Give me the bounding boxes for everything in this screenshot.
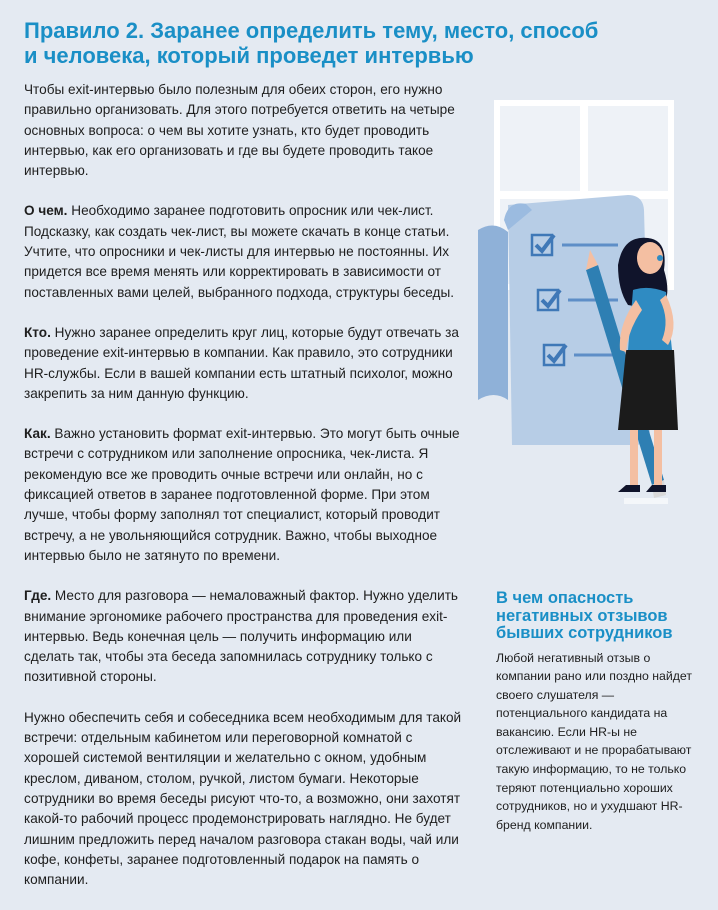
- title-line-1: Правило 2. Заранее определить тему, место, способ: [24, 18, 599, 43]
- who-label: Кто.: [24, 324, 51, 340]
- sidebar-text: Любой негативный отзыв о компании рано или поздно найдет своего слушателя — потенциального кандидата на вакансию. Если HR-ы не отслеживают и не прорабатывают такую информацию, то не только теряют потенциально хороших сотрудников, но и ухудшают HR-бренд компании.: [496, 650, 692, 832]
- where-paragraph: [24, 586, 464, 687]
- where-label: Где.: [24, 588, 52, 604]
- what-text: Необходимо заранее подготовить опросник или чек-лист. Подсказку, как создать чек-лист, вы можете скачать в конце статьи. Учтите, что опросники и чек-листы для интервью не постоянны. Их придется все время менять или корректировать в зависимости от поставленных вами целей, выбранного подхода, структуры беседы.: [24, 203, 455, 300]
- sidebar-box: [496, 590, 701, 834]
- checklist-illustration: [468, 100, 698, 520]
- how-text: Важно установить формат exit-интервью. Это могут быть очные встречи с сотрудником или заполнение опросника, чек-листа. Я рекомендую все же проводить очные встречи или онлайн, но с фиксацией ответов в заранее подготовленной форме. При этом лучше, чтобы форму заполнял тот специалист, который проводит встречу, а не увольняющийся сотрудник. Важно, чтобы выходное интервью было не затянуто по времени.: [24, 426, 460, 563]
- intro-paragraph: Чтобы exit-интервью было полезным для обеих сторон, его нужно правильно организовать. Для этого потребуется ответить на четыре основных вопроса: о чем вы хотите узнать, кто будет проводить интервью, как его организовать и где вы будете проводить такое интервью.: [24, 82, 455, 179]
- title-line-2: и человека, который проведет интервью: [24, 43, 474, 68]
- where-text: Место для разговора — немаловажный фактор. Нужно уделить внимание эргономике рабочего пространства для проведения exit-интервью. Ведь конечная цель — получить информацию или сделать так, чтобы эта беседа запомнилась сотруднику только с позитивной стороны.: [24, 588, 458, 685]
- what-label: О чем.: [24, 203, 68, 219]
- sidebar-title-line-3: бывших сотрудников: [496, 624, 673, 642]
- how-label: Как.: [24, 426, 51, 442]
- sidebar-title-line-1: В чем опасность: [496, 589, 634, 607]
- section-title: [24, 18, 684, 68]
- sidebar-title: [496, 590, 701, 643]
- sidebar-title-line-2: негативных отзывов: [496, 606, 668, 625]
- who-text: Нужно заранее определить круг лиц, которые будут отвечать за проведение exit-интервью в компании. Как правило, это сотрудники HR-службы. Если в вашей компании есть штатный психолог, можно закрепить за ним данную функцию.: [24, 324, 459, 401]
- article-body: [24, 80, 464, 910]
- who-paragraph: [24, 323, 464, 404]
- how-paragraph: [24, 424, 464, 566]
- what-paragraph: [24, 201, 464, 302]
- final-paragraph: Нужно обеспечить себя и собеседника всем необходимым для такой встречи: отдельным кабинетом или переговорной комнатой с хорошей системой вентиляции и желательно с окном, удобным креслом, диваном, столом, ручкой, листом бумаги. Некоторые сотрудники во время беседы рисуют что-то, а возможно, они захотят какой-то рабочий процесс продемонстрировать наглядно. Не будет лишним предложить перед началом разговора стакан воды, чай или кофе, конфеты, заранее подготовленный подарок на память о компании.: [24, 709, 462, 888]
